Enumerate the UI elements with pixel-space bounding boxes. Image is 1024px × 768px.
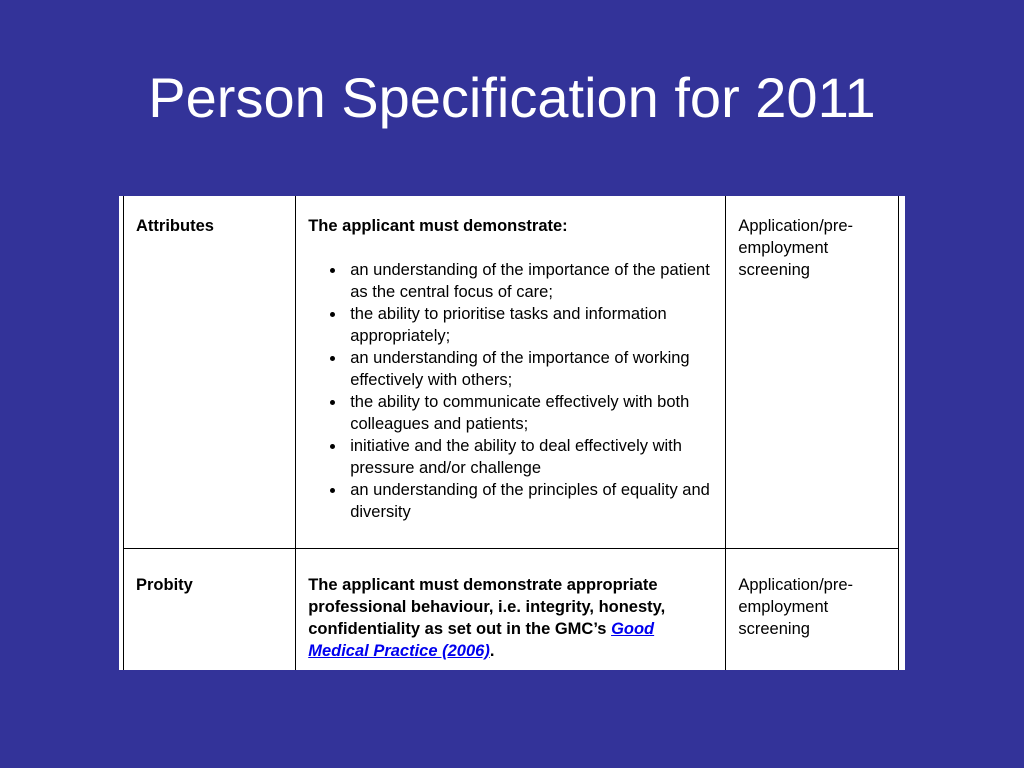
person-specification-table xyxy=(123,196,899,670)
requirements-cell xyxy=(296,196,726,549)
list-item: • the ability to communicate effectively with both colleagues and patients; xyxy=(346,391,715,435)
list-item: • an understanding of the principles of equality and diversity xyxy=(346,479,715,523)
good-medical-practice-link[interactable]: Good Medical Practice (2006) xyxy=(308,620,655,660)
criteria-cell xyxy=(124,549,296,671)
table-row-probity xyxy=(124,549,899,671)
requirements-text: The applicant must demonstrate appropriate professional behaviour, i.e. integrity, honesty, confidentiality as set out in the GMC’s xyxy=(308,576,666,638)
requirements-cell xyxy=(296,549,726,671)
table-row-attributes xyxy=(124,196,899,549)
assessment-cell xyxy=(726,549,899,671)
assessment-text: Application/pre-employment screening xyxy=(738,217,854,279)
list-item: • an understanding of the importance of the patient as the central focus of care; xyxy=(346,259,715,303)
list-item: • initiative and the ability to deal effectively with pressure and/or challenge xyxy=(346,435,715,479)
assessment-cell xyxy=(726,196,899,549)
slide-title: Person Specification for 2011 xyxy=(148,66,876,129)
criteria-label: Attributes xyxy=(136,217,214,235)
criteria-label: Probity xyxy=(136,576,193,594)
requirements-heading: The applicant must demonstrate: xyxy=(308,217,568,235)
person-specification-table-image xyxy=(119,196,905,670)
list-item: • the ability to prioritise tasks and information appropriately; xyxy=(346,303,715,347)
requirements-list xyxy=(308,259,715,523)
list-item: • an understanding of the importance of working effectively with others; xyxy=(346,347,715,391)
requirements-text-end: . xyxy=(489,642,495,660)
assessment-text: Application/pre-employment screening xyxy=(738,576,854,638)
criteria-cell xyxy=(124,196,296,549)
